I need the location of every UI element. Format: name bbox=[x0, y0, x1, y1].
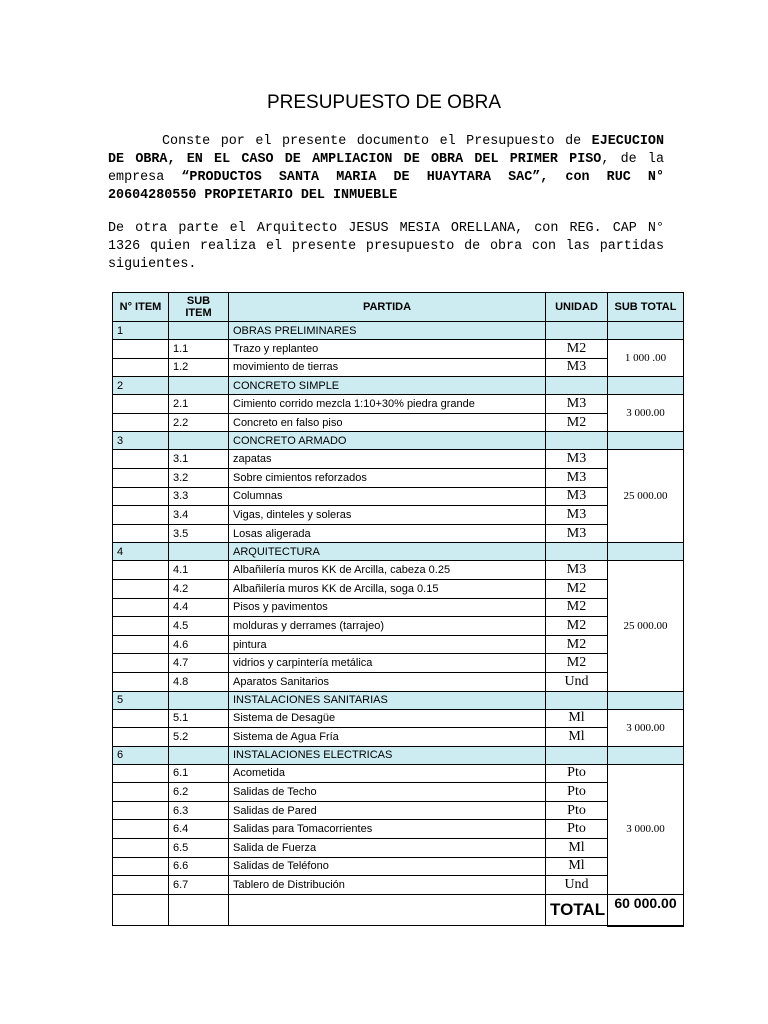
row-partida: Columnas bbox=[229, 487, 546, 506]
group-subtotal-blank bbox=[608, 432, 684, 450]
table-row bbox=[113, 579, 684, 598]
group-sub-blank bbox=[169, 322, 229, 340]
row-sub-item: 6.3 bbox=[169, 801, 229, 820]
table-row bbox=[113, 358, 684, 377]
group-name: INSTALACIONES ELECTRICAS bbox=[229, 746, 546, 764]
row-sub-item: 1.2 bbox=[169, 358, 229, 377]
row-sub-item: 6.1 bbox=[169, 764, 229, 783]
row-unit: M2 bbox=[546, 654, 608, 673]
row-sub-item: 3.4 bbox=[169, 506, 229, 525]
row-item-blank bbox=[113, 635, 169, 654]
budget-table bbox=[112, 292, 684, 927]
row-partida: Concreto en falso piso bbox=[229, 413, 546, 432]
table-row bbox=[113, 340, 684, 359]
row-unit: M3 bbox=[546, 450, 608, 469]
row-unit: M3 bbox=[546, 468, 608, 487]
group-unit-blank bbox=[546, 322, 608, 340]
row-item-blank bbox=[113, 524, 169, 543]
row-sub-item: 4.5 bbox=[169, 617, 229, 636]
row-sub-item: 3.5 bbox=[169, 524, 229, 543]
row-partida: pintura bbox=[229, 635, 546, 654]
table-row bbox=[113, 617, 684, 636]
table-row bbox=[113, 468, 684, 487]
row-sub-item: 6.2 bbox=[169, 783, 229, 802]
row-unit: M2 bbox=[546, 635, 608, 654]
row-item-blank bbox=[113, 579, 169, 598]
row-unit: M3 bbox=[546, 358, 608, 377]
table-row bbox=[113, 561, 684, 580]
table-row bbox=[113, 876, 684, 895]
row-sub-item: 6.7 bbox=[169, 876, 229, 895]
intro-paragraph bbox=[108, 133, 664, 205]
table-row bbox=[113, 857, 684, 876]
group-subtotal-blank bbox=[608, 543, 684, 561]
group-row bbox=[113, 543, 684, 561]
row-item-blank bbox=[113, 764, 169, 783]
group-row bbox=[113, 746, 684, 764]
table-row bbox=[113, 783, 684, 802]
group-row bbox=[113, 432, 684, 450]
row-unit: M2 bbox=[546, 598, 608, 617]
row-unit: M2 bbox=[546, 579, 608, 598]
row-sub-item: 2.2 bbox=[169, 413, 229, 432]
row-item-blank bbox=[113, 617, 169, 636]
group-name: OBRAS PRELIMINARES bbox=[229, 322, 546, 340]
group-item: 1 bbox=[113, 322, 169, 340]
table-row bbox=[113, 672, 684, 691]
row-item-blank bbox=[113, 801, 169, 820]
row-sub-item: 5.1 bbox=[169, 709, 229, 728]
table-row bbox=[113, 524, 684, 543]
row-sub-item: 4.4 bbox=[169, 598, 229, 617]
group-sub-blank bbox=[169, 543, 229, 561]
header-unidad: UNIDAD bbox=[546, 293, 608, 322]
row-unit: Und bbox=[546, 876, 608, 895]
row-item-blank bbox=[113, 709, 169, 728]
row-unit: Ml bbox=[546, 839, 608, 858]
row-unit: Ml bbox=[546, 857, 608, 876]
row-unit: Ml bbox=[546, 728, 608, 747]
total-value: 60 000.00 bbox=[608, 894, 684, 926]
header-partida: PARTIDA bbox=[229, 293, 546, 322]
row-sub-item: 2.1 bbox=[169, 395, 229, 414]
row-unit: Pto bbox=[546, 820, 608, 839]
row-item-blank bbox=[113, 728, 169, 747]
row-partida: Salidas de Pared bbox=[229, 801, 546, 820]
group-sub-blank bbox=[169, 746, 229, 764]
row-sub-item: 6.5 bbox=[169, 839, 229, 858]
row-sub-item: 3.3 bbox=[169, 487, 229, 506]
row-item-blank bbox=[113, 358, 169, 377]
table-row bbox=[113, 839, 684, 858]
intro-text-2: , de la empresa bbox=[108, 152, 664, 185]
group-subtotal: 1 000 .00 bbox=[608, 340, 684, 377]
group-name: CONCRETO ARMADO bbox=[229, 432, 546, 450]
intro-text-1: Conste por el presente documento el Presupuesto de bbox=[162, 134, 592, 149]
header-item: N° ITEM bbox=[113, 293, 169, 322]
table-row bbox=[113, 709, 684, 728]
row-partida: Pisos y pavimentos bbox=[229, 598, 546, 617]
header-sub-total: SUB TOTAL bbox=[608, 293, 684, 322]
group-sub-blank bbox=[169, 432, 229, 450]
row-item-blank bbox=[113, 395, 169, 414]
group-row bbox=[113, 377, 684, 395]
row-item-blank bbox=[113, 561, 169, 580]
row-unit: M2 bbox=[546, 340, 608, 359]
row-unit: Pto bbox=[546, 783, 608, 802]
group-subtotal-blank bbox=[608, 377, 684, 395]
document-title: PRESUPUESTO DE OBRA bbox=[266, 92, 502, 113]
group-sub-blank bbox=[169, 377, 229, 395]
table-row bbox=[113, 413, 684, 432]
row-partida: vidrios y carpintería metálica bbox=[229, 654, 546, 673]
row-unit: M3 bbox=[546, 561, 608, 580]
row-partida: Losas aligerada bbox=[229, 524, 546, 543]
row-unit: Und bbox=[546, 672, 608, 691]
row-sub-item: 4.8 bbox=[169, 672, 229, 691]
row-sub-item: 1.1 bbox=[169, 340, 229, 359]
row-item-blank bbox=[113, 857, 169, 876]
row-partida: movimiento de tierras bbox=[229, 358, 546, 377]
group-item: 3 bbox=[113, 432, 169, 450]
row-item-blank bbox=[113, 672, 169, 691]
row-partida: Sobre cimientos reforzados bbox=[229, 468, 546, 487]
group-item: 6 bbox=[113, 746, 169, 764]
group-unit-blank bbox=[546, 746, 608, 764]
table-header-row bbox=[113, 293, 684, 322]
row-item-blank bbox=[113, 413, 169, 432]
row-item-blank bbox=[113, 506, 169, 525]
table-row bbox=[113, 598, 684, 617]
group-unit-blank bbox=[546, 432, 608, 450]
group-unit-blank bbox=[546, 377, 608, 395]
row-sub-item: 4.2 bbox=[169, 579, 229, 598]
row-item-blank bbox=[113, 340, 169, 359]
row-partida: Salida de Fuerza bbox=[229, 839, 546, 858]
table-row bbox=[113, 654, 684, 673]
row-partida: Vigas, dinteles y soleras bbox=[229, 506, 546, 525]
table-row bbox=[113, 820, 684, 839]
row-item-blank bbox=[113, 783, 169, 802]
row-sub-item: 4.7 bbox=[169, 654, 229, 673]
intro-bold-2: “PRODUCTOS SANTA MARIA DE HUAYTARA SAC”, con RUC N° 20604280550 PROPIETARIO DEL INMUEBLE bbox=[108, 170, 664, 203]
group-name: CONCRETO SIMPLE bbox=[229, 377, 546, 395]
group-subtotal: 3 000.00 bbox=[608, 764, 684, 894]
row-partida: Albañilería muros KK de Arcilla, soga 0.15 bbox=[229, 579, 546, 598]
row-sub-item: 6.6 bbox=[169, 857, 229, 876]
intro-bold-1: EJECUCION DE OBRA, EN EL CASO DE AMPLIACION DE OBRA DEL PRIMER PISO bbox=[108, 134, 664, 167]
table-row bbox=[113, 728, 684, 747]
group-subtotal: 25 000.00 bbox=[608, 561, 684, 691]
row-partida: Salidas de Teléfono bbox=[229, 857, 546, 876]
row-partida: Salidas para Tomacorrientes bbox=[229, 820, 546, 839]
group-subtotal-blank bbox=[608, 322, 684, 340]
row-sub-item: 4.6 bbox=[169, 635, 229, 654]
row-unit: M2 bbox=[546, 413, 608, 432]
group-item: 4 bbox=[113, 543, 169, 561]
row-item-blank bbox=[113, 450, 169, 469]
group-subtotal-blank bbox=[608, 691, 684, 709]
row-unit: Pto bbox=[546, 764, 608, 783]
table-row bbox=[113, 487, 684, 506]
group-row bbox=[113, 322, 684, 340]
row-sub-item: 4.1 bbox=[169, 561, 229, 580]
row-item-blank bbox=[113, 820, 169, 839]
row-sub-item: 6.4 bbox=[169, 820, 229, 839]
group-name: INSTALACIONES SANITARIAS bbox=[229, 691, 546, 709]
row-unit: M3 bbox=[546, 487, 608, 506]
row-partida: Cimiento corrido mezcla 1:10+30% piedra grande bbox=[229, 395, 546, 414]
row-partida: Albañilería muros KK de Arcilla, cabeza 0.25 bbox=[229, 561, 546, 580]
row-unit: Ml bbox=[546, 709, 608, 728]
row-item-blank bbox=[113, 839, 169, 858]
row-partida: Aparatos Sanitarios bbox=[229, 672, 546, 691]
group-name: ARQUITECTURA bbox=[229, 543, 546, 561]
header-sub-item: SUB ITEM bbox=[169, 293, 229, 322]
table-row bbox=[113, 635, 684, 654]
row-partida: Acometida bbox=[229, 764, 546, 783]
row-partida: Trazo y replanteo bbox=[229, 340, 546, 359]
row-partida: zapatas bbox=[229, 450, 546, 469]
table-row bbox=[113, 801, 684, 820]
row-unit: M3 bbox=[546, 524, 608, 543]
group-item: 2 bbox=[113, 377, 169, 395]
row-unit: Pto bbox=[546, 801, 608, 820]
group-row bbox=[113, 691, 684, 709]
row-item-blank bbox=[113, 468, 169, 487]
table-row bbox=[113, 506, 684, 525]
group-subtotal: 3 000.00 bbox=[608, 709, 684, 746]
row-unit: M3 bbox=[546, 506, 608, 525]
total-row bbox=[113, 894, 684, 926]
group-subtotal-blank bbox=[608, 746, 684, 764]
row-item-blank bbox=[113, 598, 169, 617]
row-unit: M3 bbox=[546, 395, 608, 414]
row-partida: Sistema de Agua Fría bbox=[229, 728, 546, 747]
row-item-blank bbox=[113, 654, 169, 673]
table-row bbox=[113, 764, 684, 783]
row-sub-item: 3.1 bbox=[169, 450, 229, 469]
group-item: 5 bbox=[113, 691, 169, 709]
row-sub-item: 3.2 bbox=[169, 468, 229, 487]
row-item-blank bbox=[113, 487, 169, 506]
group-unit-blank bbox=[546, 543, 608, 561]
table-row bbox=[113, 450, 684, 469]
row-partida: Tablero de Distribución bbox=[229, 876, 546, 895]
total-label: TOTAL bbox=[546, 894, 608, 926]
row-item-blank bbox=[113, 876, 169, 895]
row-partida: Salidas de Techo bbox=[229, 783, 546, 802]
row-unit: M2 bbox=[546, 617, 608, 636]
group-subtotal: 25 000.00 bbox=[608, 450, 684, 543]
group-sub-blank bbox=[169, 691, 229, 709]
architect-paragraph: De otra parte el Arquitecto JESUS MESIA ORELLANA, con REG. CAP N° 1326 quien realiza el presente presupuesto de obra con las partidas siguientes. bbox=[108, 221, 664, 272]
row-partida: molduras y derrames (tarrajeo) bbox=[229, 617, 546, 636]
row-partida: Sistema de Desagüe bbox=[229, 709, 546, 728]
group-subtotal: 3 000.00 bbox=[608, 395, 684, 432]
row-sub-item: 5.2 bbox=[169, 728, 229, 747]
group-unit-blank bbox=[546, 691, 608, 709]
table-row bbox=[113, 395, 684, 414]
